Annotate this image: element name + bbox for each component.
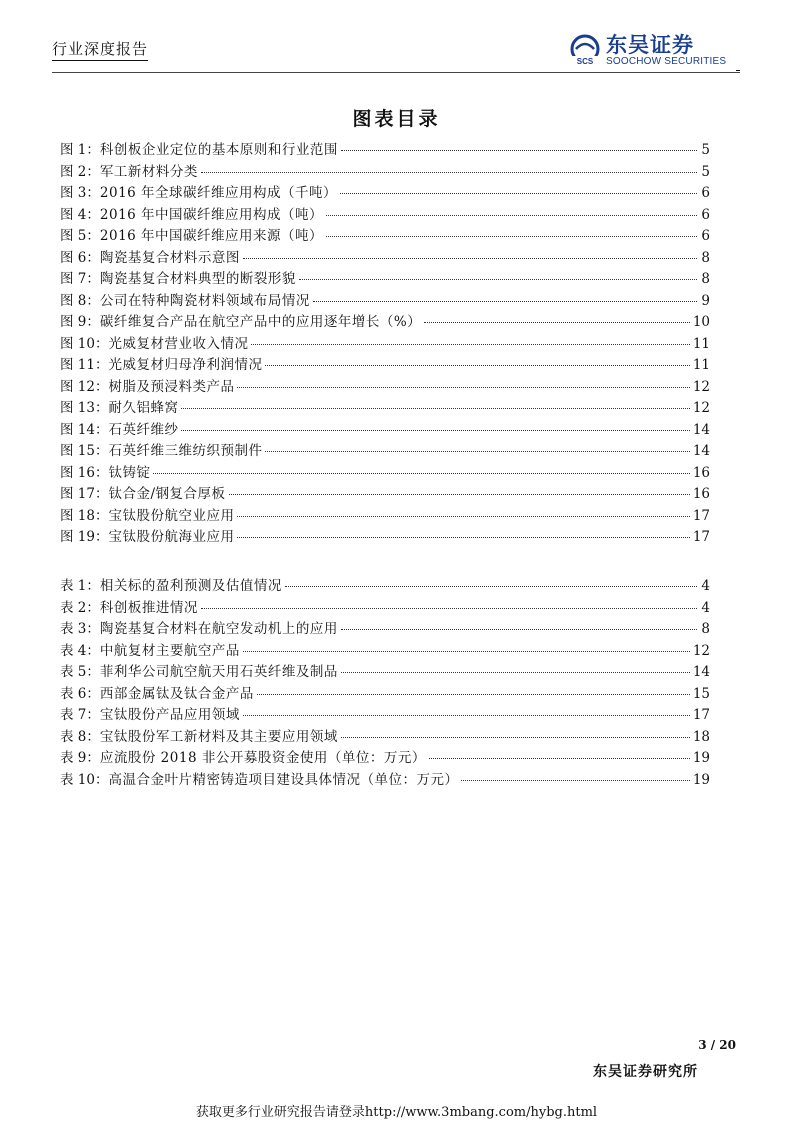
dot-leader <box>243 651 690 652</box>
figure-entry-title: 公司在特种陶瓷材料领域布局情况 <box>99 292 310 309</box>
figure-entry-title: 光威复材归母净利润情况 <box>108 357 263 373</box>
figure-entry-title: 钛合金/钢复合厚板 <box>108 486 226 502</box>
table-entry-label: 表 7： <box>60 707 100 723</box>
figure-entry-title: 树脂及预浸料类产品 <box>108 378 235 395</box>
figure-list <box>60 138 710 547</box>
table-entry-page: 12 <box>692 642 710 659</box>
figure-entry-label: 图 12： <box>60 378 109 395</box>
figure-entry-page: 10 <box>692 314 710 330</box>
figure-entry-title: 宝钛股份航海业应用 <box>108 529 235 545</box>
dot-leader <box>461 780 689 781</box>
toc-title: 图表目录 <box>352 108 441 130</box>
figure-entry[interactable] <box>60 504 710 526</box>
table-entry-page: 19 <box>692 771 710 788</box>
dot-leader <box>424 322 690 323</box>
figure-entry[interactable] <box>60 203 710 225</box>
table-entry-label: 表 5： <box>60 664 100 680</box>
figure-entry-page: 8 <box>701 249 710 266</box>
table-entry-label: 表 2： <box>60 599 100 616</box>
figure-entry-page: 8 <box>701 271 710 287</box>
figure-entry-title: 军工新材料分类 <box>99 163 198 180</box>
table-entry-title: 应流股份 2018 非公开募股资金使用（单位：万元） <box>99 750 426 766</box>
figure-entry-title: 石英纤维三维纺织预制件 <box>108 443 263 459</box>
footer-org: 东吴证券研究所 <box>593 1064 698 1080</box>
figure-entry-title: 2016 年全球碳纤维应用构成（千吨） <box>99 185 338 201</box>
dot-leader <box>237 537 689 538</box>
dot-leader <box>243 715 690 716</box>
figure-entry[interactable] <box>60 246 710 268</box>
figure-entry-label: 图 18： <box>60 507 109 524</box>
figure-entry[interactable] <box>60 267 710 289</box>
figure-entry-title: 陶瓷基复合材料典型的断裂形貌 <box>99 271 296 287</box>
figure-entry-label: 图 3： <box>60 185 100 201</box>
figure-entry-label: 图 2： <box>60 163 100 180</box>
figure-entry[interactable] <box>60 375 710 397</box>
figure-entry-label: 图 19： <box>60 529 109 545</box>
figure-entry-page: 6 <box>701 228 710 244</box>
figure-entry-page: 6 <box>701 206 710 223</box>
figure-entry-title: 2016 年中国碳纤维应用构成（吨） <box>99 206 324 223</box>
scs-logo-icon <box>568 34 602 68</box>
table-entry[interactable] <box>60 746 710 768</box>
table-entry-page: 17 <box>692 707 710 723</box>
figure-entry-label: 图 17： <box>60 486 109 502</box>
table-entry[interactable] <box>60 768 710 790</box>
figure-entry[interactable] <box>60 289 710 311</box>
table-entry-title: 宝钛股份产品应用领域 <box>99 707 240 723</box>
figure-entry[interactable] <box>60 310 710 332</box>
table-entry-label: 表 8： <box>60 728 100 745</box>
figure-entry[interactable] <box>60 461 710 483</box>
dot-leader <box>429 758 690 759</box>
header-divider <box>52 72 740 73</box>
dot-leader <box>313 301 697 302</box>
table-entry-label: 表 1： <box>60 578 100 594</box>
dot-leader <box>326 215 697 216</box>
figure-entry-title: 耐久铝蜂窝 <box>108 400 179 416</box>
brand-name-cn: 东吴证券 <box>606 33 694 57</box>
figure-entry[interactable] <box>60 439 710 461</box>
dot-leader <box>341 629 697 630</box>
table-entry-page: 19 <box>692 750 710 766</box>
figure-entry-page: 12 <box>692 378 710 395</box>
dot-leader <box>237 516 689 517</box>
figure-entry-label: 图 14： <box>60 421 109 438</box>
table-entry-title: 科创板推进情况 <box>99 599 198 616</box>
dot-leader <box>201 608 697 609</box>
table-entry-title: 相关标的盈利预测及估值情况 <box>99 578 282 594</box>
table-list <box>60 574 710 789</box>
figure-entry-page: 16 <box>692 486 710 502</box>
figure-entry[interactable] <box>60 525 710 547</box>
report-type-label: 行业深度报告 <box>52 38 148 61</box>
table-entry-page: 18 <box>692 728 710 745</box>
figure-entry-page: 11 <box>692 335 710 352</box>
table-entry-label: 表 10： <box>60 771 109 788</box>
page-number: 3 / 20 <box>698 1038 736 1052</box>
table-entry[interactable] <box>60 703 710 725</box>
figure-entry-label: 图 4： <box>60 206 100 223</box>
figure-entry-label: 图 9： <box>60 314 100 330</box>
dot-leader <box>243 258 697 259</box>
figure-entry-page: 11 <box>692 357 710 373</box>
figure-entry[interactable] <box>60 482 710 504</box>
dot-leader <box>299 279 697 280</box>
dot-leader <box>285 586 697 587</box>
figure-entry-label: 图 10： <box>60 335 109 352</box>
dot-leader <box>340 193 697 194</box>
figure-entry-label: 图 5： <box>60 228 100 244</box>
table-entry-title: 陶瓷基复合材料在航空发动机上的应用 <box>99 621 338 637</box>
table-entry-label: 表 6： <box>60 685 100 702</box>
figure-entry-title: 碳纤维复合产品在航空产品中的应用逐年增长（%） <box>99 314 422 330</box>
figure-entry-label: 图 8： <box>60 292 100 309</box>
figure-entry-page: 17 <box>692 507 710 524</box>
footer-link[interactable]: 获取更多行业研究报告请登录http://www.3mbang.com/hybg.html <box>195 1105 598 1120</box>
table-entry[interactable] <box>60 617 710 639</box>
figure-entry-title: 石英纤维纱 <box>108 421 179 438</box>
dot-leader <box>257 694 690 695</box>
figure-entry-title: 陶瓷基复合材料示意图 <box>99 249 240 266</box>
figure-entry-label: 图 1： <box>60 142 100 158</box>
table-entry-page: 8 <box>701 621 710 637</box>
header-divider-tick <box>736 70 740 71</box>
table-entry-page: 15 <box>692 685 710 702</box>
table-entry[interactable] <box>60 596 710 618</box>
table-entry-title: 西部金属钛及钛合金产品 <box>99 685 254 702</box>
figure-entry[interactable] <box>60 332 710 354</box>
figure-entry-label: 图 6： <box>60 249 100 266</box>
table-entry[interactable] <box>60 639 710 661</box>
figure-entry-title: 2016 年中国碳纤维应用来源（吨） <box>99 228 324 244</box>
dot-leader <box>251 344 689 345</box>
figure-entry-page: 9 <box>701 292 710 309</box>
table-entry-label: 表 4： <box>60 642 100 659</box>
figure-entry-label: 图 11： <box>60 357 109 373</box>
figure-entry-page: 5 <box>701 142 710 158</box>
dot-leader <box>265 451 689 452</box>
table-entry[interactable] <box>60 725 710 747</box>
figure-entry-title: 宝钛股份航空业应用 <box>108 507 235 524</box>
dot-leader <box>153 473 689 474</box>
figure-entry-label: 图 7： <box>60 271 100 287</box>
figure-entry-label: 图 13： <box>60 400 109 416</box>
brand-name-en: SOOCHOW SECURITIES <box>606 56 727 67</box>
figure-entry-page: 5 <box>701 163 710 180</box>
table-entry-title: 宝钛股份军工新材料及其主要应用领域 <box>99 728 338 745</box>
dot-leader <box>341 150 697 151</box>
figure-entry[interactable] <box>60 418 710 440</box>
brand-logo <box>568 34 726 68</box>
table-entry-page: 4 <box>701 578 710 594</box>
dot-leader <box>229 494 690 495</box>
dot-leader <box>341 672 690 673</box>
logo-letters: SCS <box>576 57 594 66</box>
dot-leader <box>181 430 689 431</box>
table-entry[interactable] <box>60 574 710 596</box>
figure-entry-title: 科创板企业定位的基本原则和行业范围 <box>99 142 338 158</box>
figure-entry-title: 钛铸锭 <box>108 464 151 481</box>
figure-entry-page: 17 <box>692 529 710 545</box>
table-entry-page: 4 <box>701 599 710 616</box>
table-entry-label: 表 9： <box>60 750 100 766</box>
dot-leader <box>237 387 689 388</box>
dot-leader <box>201 172 697 173</box>
table-entry[interactable] <box>60 682 710 704</box>
dot-leader <box>265 365 689 366</box>
table-entry-title: 中航复材主要航空产品 <box>99 642 240 659</box>
dot-leader <box>181 408 689 409</box>
table-entry-title: 高温合金叶片精密铸造项目建设具体情况（单位：万元） <box>108 771 459 788</box>
dot-leader <box>326 236 697 237</box>
figure-entry[interactable] <box>60 160 710 182</box>
figure-entry-label: 图 16： <box>60 464 109 481</box>
figure-entry[interactable] <box>60 138 710 160</box>
figure-entry[interactable] <box>60 181 710 203</box>
table-entry-label: 表 3： <box>60 621 100 637</box>
figure-entry-page: 12 <box>692 400 710 416</box>
figure-entry-page: 6 <box>701 185 710 201</box>
figure-entry-label: 图 15： <box>60 443 109 459</box>
figure-entry[interactable] <box>60 353 710 375</box>
figure-entry-page: 14 <box>692 443 710 459</box>
figure-entry[interactable] <box>60 396 710 418</box>
figure-entry-page: 16 <box>692 464 710 481</box>
table-entry-title: 菲利华公司航空航天用石英纤维及制品 <box>99 664 338 680</box>
figure-entry-page: 14 <box>692 421 710 438</box>
figure-entry-title: 光威复材营业收入情况 <box>108 335 249 352</box>
figure-entry[interactable] <box>60 224 710 246</box>
table-entry-page: 14 <box>692 664 710 680</box>
table-entry[interactable] <box>60 660 710 682</box>
dot-leader <box>341 737 690 738</box>
